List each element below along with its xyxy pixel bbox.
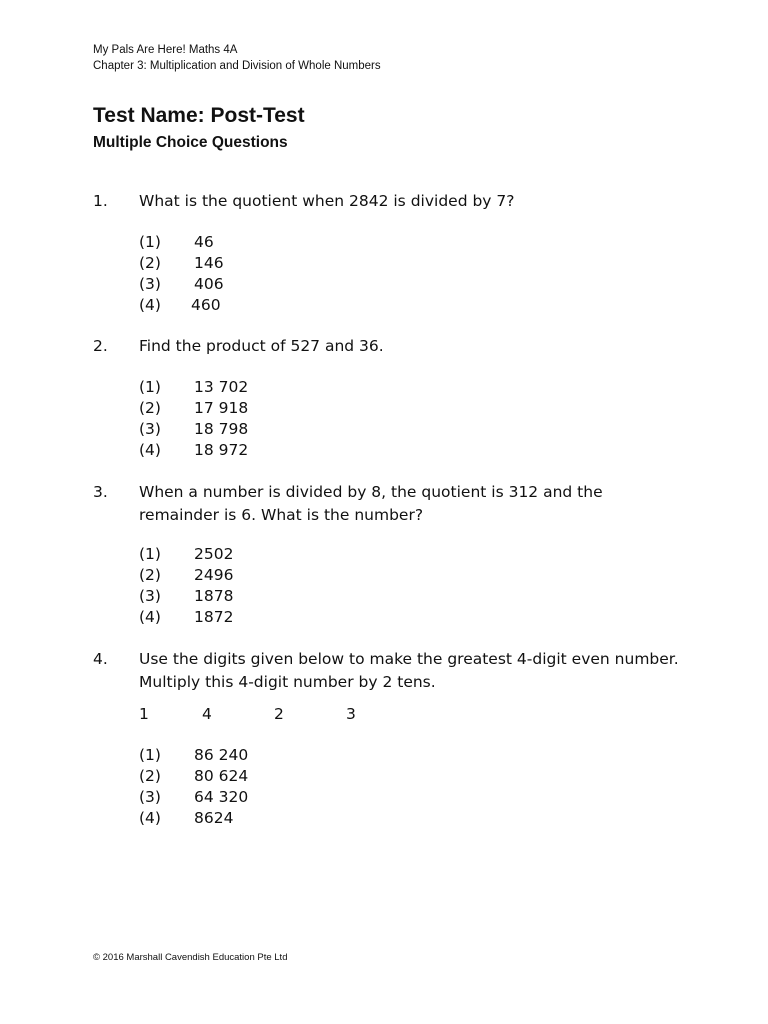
option-value: 406 bbox=[194, 275, 224, 293]
digit: 2 bbox=[274, 705, 284, 723]
option-label: (3) bbox=[139, 788, 161, 806]
question-text: What is the quotient when 2842 is divided by 7? bbox=[139, 192, 515, 210]
question-number: 4. bbox=[93, 650, 108, 668]
option-label: (2) bbox=[139, 399, 161, 417]
question-text: Find the product of 527 and 36. bbox=[139, 337, 384, 355]
option-label: (1) bbox=[139, 378, 161, 396]
question-text: Use the digits given below to make the greatest 4-digit even number. Multiply this 4-digit number by 2 tens. bbox=[139, 650, 679, 691]
header-chapter: Chapter 3: Multiplication and Division of Whole Numbers bbox=[93, 60, 381, 72]
option-value: 2496 bbox=[194, 566, 234, 584]
option-label: (2) bbox=[139, 566, 161, 584]
option-value: 46 bbox=[194, 233, 214, 251]
option-label: (2) bbox=[139, 767, 161, 785]
test-subtitle: Multiple Choice Questions bbox=[93, 134, 288, 151]
option-value: 1872 bbox=[194, 608, 234, 626]
option-value: 17 918 bbox=[194, 399, 249, 417]
option-value: 18 972 bbox=[194, 441, 249, 459]
digit: 3 bbox=[346, 705, 356, 723]
copyright-footer: © 2016 Marshall Cavendish Education Pte Ltd bbox=[93, 952, 288, 963]
option-label: (1) bbox=[139, 233, 161, 251]
option-value: 64 320 bbox=[194, 788, 249, 806]
option-value: 86 240 bbox=[194, 746, 249, 764]
option-label: (1) bbox=[139, 545, 161, 563]
header-book-title: My Pals Are Here! Maths 4A bbox=[93, 44, 238, 56]
option-value: 13 702 bbox=[194, 378, 249, 396]
option-label: (3) bbox=[139, 587, 161, 605]
option-value: 1878 bbox=[194, 587, 234, 605]
option-label: (4) bbox=[139, 441, 161, 459]
option-label: (3) bbox=[139, 275, 161, 293]
option-value: 8624 bbox=[194, 809, 234, 827]
option-value: 80 624 bbox=[194, 767, 249, 785]
option-label: (3) bbox=[139, 420, 161, 438]
test-title: Test Name: Post-Test bbox=[93, 104, 305, 127]
question-number: 3. bbox=[93, 483, 108, 501]
option-label: (1) bbox=[139, 746, 161, 764]
option-label: (4) bbox=[139, 809, 161, 827]
question-text: When a number is divided by 8, the quotient is 312 and the remainder is 6. What is the number? bbox=[139, 483, 603, 524]
option-label: (2) bbox=[139, 254, 161, 272]
option-label: (4) bbox=[139, 296, 161, 314]
option-value: 2502 bbox=[194, 545, 234, 563]
question-number: 2. bbox=[93, 337, 108, 355]
option-label: (4) bbox=[139, 608, 161, 626]
digit: 1 bbox=[139, 705, 149, 723]
option-value: 18 798 bbox=[194, 420, 249, 438]
option-value: 460 bbox=[191, 296, 221, 314]
digit: 4 bbox=[202, 705, 212, 723]
question-number: 1. bbox=[93, 192, 108, 210]
option-value: 146 bbox=[194, 254, 224, 272]
